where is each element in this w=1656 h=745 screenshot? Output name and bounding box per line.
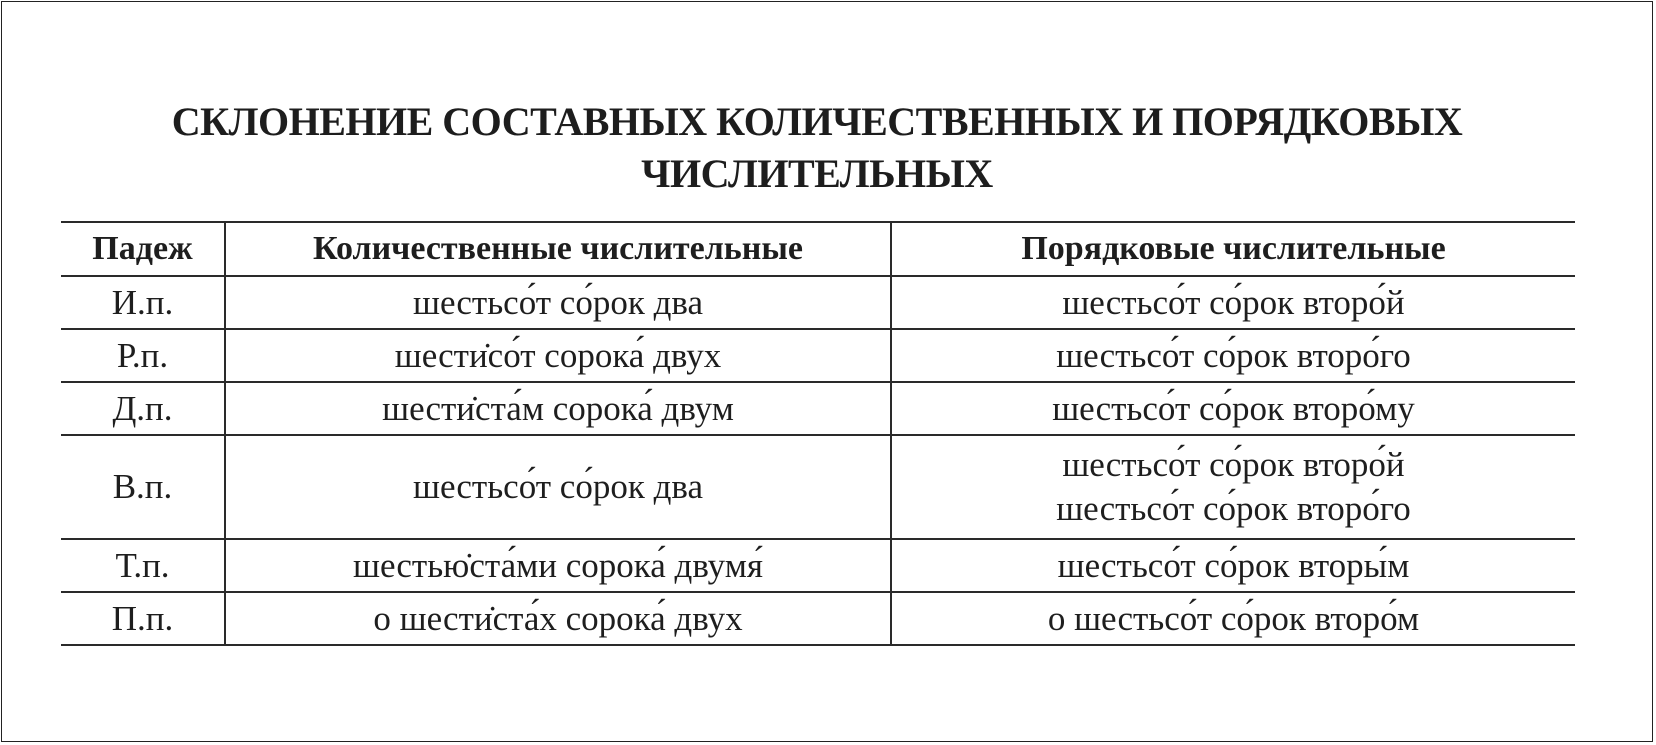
cardinal-cell: шестьсо́т со́рок два bbox=[225, 276, 891, 329]
ordinal-form: шестьсо́т со́рок второ́го bbox=[1056, 489, 1411, 528]
case-cell: П.п. bbox=[61, 592, 225, 645]
table-row bbox=[61, 382, 1575, 435]
title-line-1: СКЛОНЕНИЕ СОСТАВНЫХ КОЛИЧЕСТВЕННЫХ И ПОРЯДКОВЫХ bbox=[171, 99, 1463, 144]
cardinal-cell: шестьсо́т со́рок два bbox=[225, 435, 891, 539]
table-row bbox=[61, 539, 1575, 592]
title-line-2: ЧИСЛИТЕЛЬНЫХ bbox=[641, 151, 993, 196]
ordinal-cell bbox=[891, 329, 1575, 382]
ordinal-form: шестьсо́т со́рок вторы́м bbox=[1057, 545, 1410, 585]
ordinal-cell bbox=[891, 592, 1575, 645]
header-case: Падеж bbox=[61, 222, 225, 276]
header-cardinal: Количественные числительные bbox=[225, 222, 891, 276]
ordinal-cell bbox=[891, 539, 1575, 592]
ordinal-cell bbox=[891, 276, 1575, 329]
cardinal-cell: шестью̇ста́ми сорока́ двумя́ bbox=[225, 539, 891, 592]
table-row bbox=[61, 276, 1575, 329]
ordinal-form: шестьсо́т со́рок второ́й bbox=[1062, 282, 1405, 322]
ordinal-form: шестьсо́т со́рок второ́й bbox=[1062, 445, 1405, 484]
table-row bbox=[61, 329, 1575, 382]
declension-table bbox=[61, 221, 1575, 646]
cardinal-cell: о шести̇ста́х сорока́ двух bbox=[225, 592, 891, 645]
table-header-row bbox=[61, 222, 1575, 276]
ordinal-cell bbox=[891, 435, 1575, 539]
header-ordinal: Порядковые числительные bbox=[891, 222, 1575, 276]
case-cell: Д.п. bbox=[61, 382, 225, 435]
page-title bbox=[60, 96, 1574, 200]
ordinal-form: о шестьсо́т со́рок второ́м bbox=[1047, 598, 1420, 638]
ordinal-cell bbox=[891, 382, 1575, 435]
cardinal-cell: шести̇ста́м сорока́ двум bbox=[225, 382, 891, 435]
ordinal-form: шестьсо́т со́рок второ́му bbox=[1052, 388, 1415, 428]
table-row bbox=[61, 435, 1575, 539]
case-cell: Р.п. bbox=[61, 329, 225, 382]
table-row bbox=[61, 592, 1575, 645]
ordinal-form: шестьсо́т со́рок второ́го bbox=[1056, 335, 1411, 375]
cardinal-cell: шести̇со́т сорока́ двух bbox=[225, 329, 891, 382]
case-cell: Т.п. bbox=[61, 539, 225, 592]
case-cell: В.п. bbox=[61, 435, 225, 539]
case-cell: И.п. bbox=[61, 276, 225, 329]
